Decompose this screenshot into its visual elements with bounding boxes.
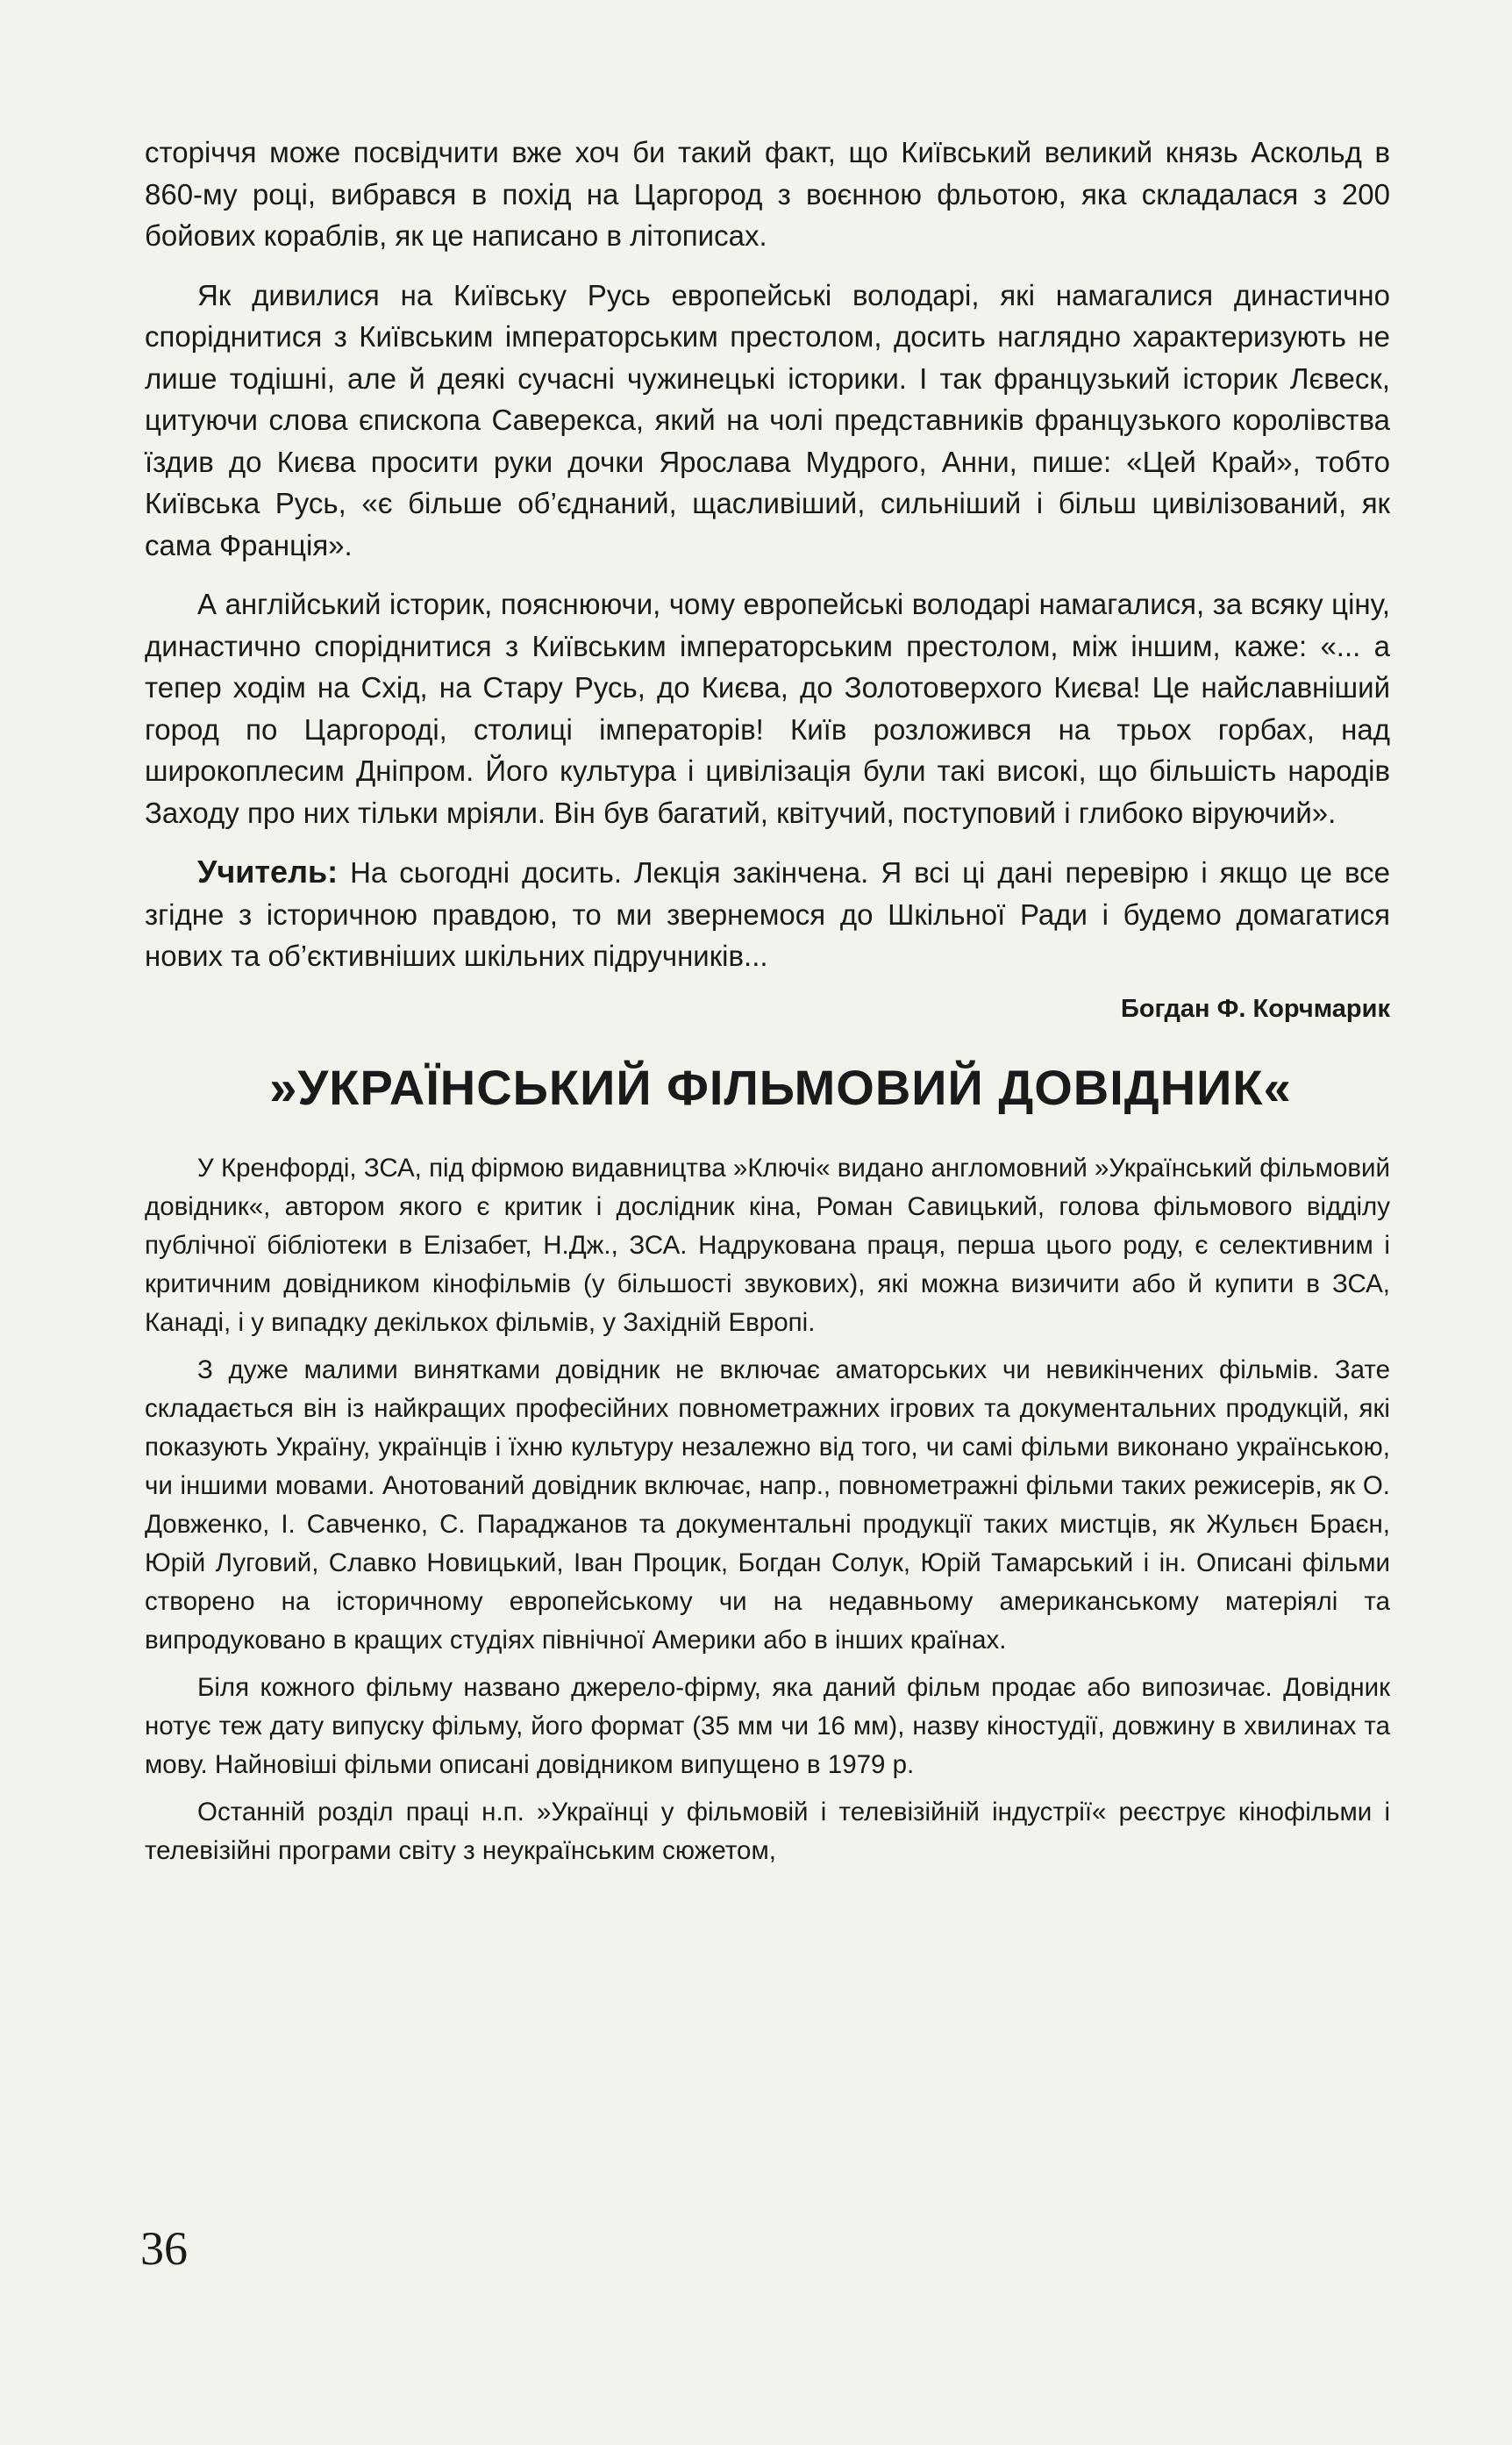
paragraph: Біля кожного фільму названо джерело-фірму, яка даний фільм продає або випозичає. Довідник нотує теж дату випуску фільму, його формат (35 мм чи 16 мм), назву кіностудії, довжину в хвилинах та мову. Найновіші фільми описані довідником випущено в 1979 р. — [145, 1672, 1390, 1779]
article-film-guide — [145, 1059, 1390, 1870]
page-content — [145, 132, 1390, 1879]
page-number: 36 — [140, 2222, 188, 2275]
paragraph: А англійський історик, пояснюючи, чому европейські володарі намагалися, за всяку ціну, династично споріднитися з Київським імператорським престолом, між іншим, каже: «... а тепер ходім на Схід, на Стару Русь, до Києва, до Золотоверхого Києва! Це найславніший город по Царгороді, столиці імператорів! Київ розложився на трьох горбах, над широкоплесим Дніпром. Його культура і цивілізація були такі високі, що більшість народів Заходу про них тільки мріяли. Він був багатий, квітучий, поступовий і глибоко віруючий». — [145, 588, 1390, 829]
paragraph: У Кренфорді, ЗСА, під фірмою видавництва »Ключі« видано англомовний »Український фільмовий довідник«, автором якого є критик і дослідник кіна, Роман Савицький, голова фільмового відділу публічної бібліотеки в Елізабет, Н.Дж., ЗСА. Надрукована праця, перша цього роду, є селективним і критичним довідником кінофільмів (у більшості звукових), які можна визичити або й купити в ЗСА, Канаді, і у випадку декількох фільмів, у Західній Европі. — [145, 1153, 1390, 1337]
article-title: »УКРАЇНСЬКИЙ ФІЛЬМОВИЙ ДОВІДНИК« — [269, 1059, 1292, 1115]
article-lecture — [145, 132, 1390, 1024]
paragraph: З дуже малими винятками довідник не включає аматорських чи невикінчених фільмів. Зате складається він із найкращих професійних повнометражних ігрових та документальних продукцій, які показують Україну, українців і їхню культуру незалежно від того, чи самі фільми виконано українською, чи іншими мовами. Анотований довідник включає, напр., повнометражні фільми таких режисерів, як О. Довженко, І. Савченко, С. Параджанов та документальні продукції таких мистців, як Жульєн Браєн, Юрій Луговий, Славко Новицький, Іван Процик, Богдан Солук, Юрій Тамарський і ін. Описані фільми створено на історичному европейському чи на недавньому американському матеріялі та випродуковано в кращих студіях північної Америки або в інших країнах. — [145, 1355, 1390, 1655]
teacher-paragraph — [145, 851, 1390, 977]
author-signature: Богдан Ф. Корчмарик — [1120, 994, 1390, 1023]
paragraph: Як дивилися на Київську Русь европейські володарі, які намагалися династично споріднитися з Київським імператорським престолом, досить наглядно характеризують не лише тодішні, але й деякі сучасні чужинецькі історики. І так французький історик Лєвеск, цитуючи слова єпископа Саверекса, який на чолі представників французького королівства їздив до Києва просити руки дочки Ярослава Мудрого, Анни, пише: «Цей Край», тобто Київська Русь, «є більше об’єднаний, щасливіший, сильніший і більш цивілізований, як сама Франція». — [145, 278, 1390, 561]
paragraph: Останній розділ праці н.п. »Українці у фільмовій і телевізійній індустрії« реєструє кінофільми і телевізійні програми світу з неукраїнським сюжетом, — [145, 1797, 1390, 1865]
paragraph: сторіччя може посвідчити вже хоч би такий факт, що Київський великий князь Аскольд в 860-му році, вибрався в похід на Царгород з воєнною фльотою, яка складалася з 200 бойових кораблів, як це написано в літописах. — [145, 136, 1390, 252]
speaker-text: На сьогодні досить. Лекція закінчена. Я всі ці дані перевірю і якщо це все згідне з історичною правдою, то ми звернемося до Шкільної Ради і будемо домагатися нових та об’єктивніших шкільних підручників... — [145, 856, 1390, 972]
speaker-label: Учитель: — [197, 854, 339, 890]
